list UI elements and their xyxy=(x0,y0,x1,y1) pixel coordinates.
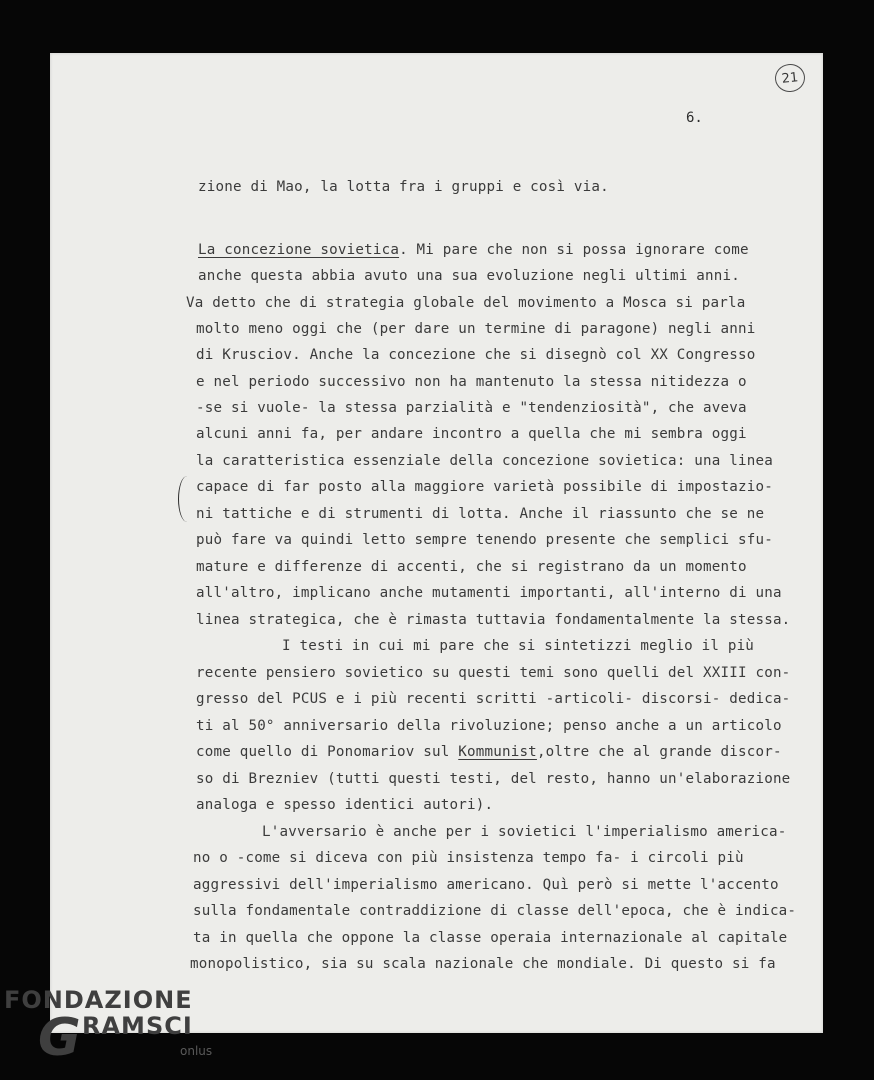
text-line: gresso del PCUS e i più recenti scritti -articoli- discorsi- dedica- xyxy=(196,691,791,707)
text-line: sulla fondamentale contraddizione di classe dell'epoca, che è indica- xyxy=(193,903,797,919)
text-line: no o -come si diceva con più insistenza tempo fa- i circoli più xyxy=(193,850,744,866)
text-line: all'altro, implicano anche mutamenti importanti, all'interno di una xyxy=(196,585,782,601)
text-line: L'avversario è anche per i sovietici l'imperialismo americа- xyxy=(262,824,787,840)
text-line: monopolistico, sia su scala nazionale che mondiale. Di questo si fa xyxy=(190,956,776,972)
text-line: capace di far posto alla maggiore varietà possibile di impostazio- xyxy=(196,479,773,495)
text-line: -se si vuole- la stessa parzialità e "tendenziosità", che aveva xyxy=(196,400,747,416)
watermark-line2: RAMSCI xyxy=(82,1012,193,1040)
text-line: La concezione sovietica. Mi pare che non si possa ignorare come xyxy=(198,242,749,258)
archive-watermark xyxy=(4,986,244,1076)
watermark-g-logo: G xyxy=(38,1008,81,1068)
margin-bracket-mark xyxy=(178,476,193,522)
text-line: come quello di Ponomariov sul Kommunist,oltre che al grande discor- xyxy=(196,744,782,760)
text-line: recente pensiero sovietico su questi temi sono quelli del XXIII con- xyxy=(196,665,791,681)
text-line: linea strategica, che è rimasta tuttavia fondamentalmente la stessa. xyxy=(196,612,791,628)
text-line: e nel periodo successivo non ha mantenuto la stessa nitidezza o xyxy=(196,374,747,390)
text-line: ta in quella che oppone la classe operaia internazionale al capitale xyxy=(193,930,788,946)
text-line: aggressivi dell'imperialismo americano. Quì però si mette l'accento xyxy=(193,877,779,893)
text-line: Va detto che di strategia globale del movimento a Mosca si parla xyxy=(186,295,746,311)
text-line: mature e differenze di accenti, che si registrano da un momento xyxy=(196,559,747,575)
watermark-line1: FONDAZIONE xyxy=(4,986,193,1014)
underlined-text: Kommunist xyxy=(458,744,537,760)
text-line: anche questa abbia avuto una sua evoluzione negli ultimi anni. xyxy=(198,268,740,284)
text-line: molto meno oggi che (per dare un termine di paragone) negli anni xyxy=(196,321,756,337)
text-line: ti al 50° anniversario della rivoluzione; penso anche a un articolo xyxy=(196,718,782,734)
page-number: 6. xyxy=(686,110,703,126)
text-line: zione di Mao, la lotta fra i gruppi e così via. xyxy=(198,179,609,195)
text-line: ni tattiche e di strumenti di lotta. Anche il riassunto che se ne xyxy=(196,506,765,522)
text-line: I testi in cui mi pare che si sintetizzi meglio il più xyxy=(282,638,755,654)
text-line: la caratteristica essenziale della concezione sovietica: una linea xyxy=(196,453,773,469)
text-line: alcuni anni fa, per andare incontro a quella che mi sembra oggi xyxy=(196,426,747,442)
text-line: so di Brezniev (tutti questi testi, del resto, hanno un'elaborazione xyxy=(196,771,791,787)
page-stamp: 21 xyxy=(774,63,807,94)
underlined-text: La concezione sovietica xyxy=(198,242,400,258)
text-line: analoga e spesso identici autori). xyxy=(196,797,494,813)
text-line: può fare va quindi letto sempre tenendo presente che semplici sfu- xyxy=(196,532,773,548)
watermark-onlus: onlus xyxy=(180,1044,213,1058)
text-line: di Krusciov. Anche la concezione che si disegnò col XX Congresso xyxy=(196,347,756,363)
